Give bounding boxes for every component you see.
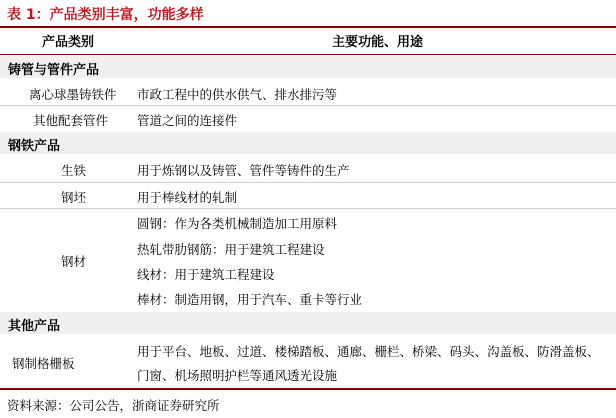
category-cell: 生铁 bbox=[61, 163, 87, 178]
usage-cell: 热轧带肋钢筋：用于建筑工程建设 bbox=[137, 242, 325, 257]
section-row bbox=[0, 132, 616, 154]
usage-cell: 用于炼钢以及铸管、管件等铸件的生产 bbox=[137, 163, 350, 178]
usage-cell: 用于棒线材的轧制 bbox=[137, 190, 238, 205]
category-cell: 钢材 bbox=[61, 254, 87, 269]
section-title: 铸管与管件产品 bbox=[8, 63, 100, 78]
bottom-rule bbox=[0, 388, 616, 390]
category-cell: 钢制格栅板 bbox=[12, 356, 75, 371]
section-title: 其他产品 bbox=[8, 319, 61, 334]
header-rule bbox=[0, 54, 616, 55]
usage-cell: 管道之间的连接件 bbox=[137, 113, 238, 128]
top-rule bbox=[0, 26, 616, 28]
category-cell: 钢坯 bbox=[61, 190, 87, 205]
usage-cell: 圆钢：作为各类机械制造加工用原料 bbox=[137, 216, 338, 231]
usage-cell: 用于平台、地板、过道、楼梯踏板、通廊、栅栏、桥梁、码头、沟盖板、防滑盖板、 bbox=[137, 344, 600, 359]
row-divider bbox=[0, 105, 616, 106]
header-usage: 主要功能、用途 bbox=[332, 35, 424, 50]
section-row bbox=[0, 312, 616, 334]
source-note: 资料来源：公司公告，浙商证券研究所 bbox=[7, 398, 220, 413]
row-divider bbox=[0, 208, 616, 209]
table-title: 表 1：产品类别丰富，功能多样 bbox=[7, 7, 204, 23]
header-category: 产品类别 bbox=[42, 35, 95, 50]
usage-cell: 棒材：制造用钢，用于汽车、重卡等行业 bbox=[137, 292, 363, 307]
category-cell: 离心球墨铸铁件 bbox=[29, 87, 117, 102]
row-divider bbox=[0, 182, 616, 183]
category-cell: 其他配套管件 bbox=[33, 113, 109, 128]
usage-cell: 市政工程中的供水供气、排水排污等 bbox=[137, 87, 338, 102]
section-title: 钢铁产品 bbox=[8, 139, 61, 154]
usage-cell: 线材：用于建筑工程建设 bbox=[137, 267, 275, 282]
usage-cell: 门窗、机场照明护栏等通风透光设施 bbox=[137, 368, 338, 383]
